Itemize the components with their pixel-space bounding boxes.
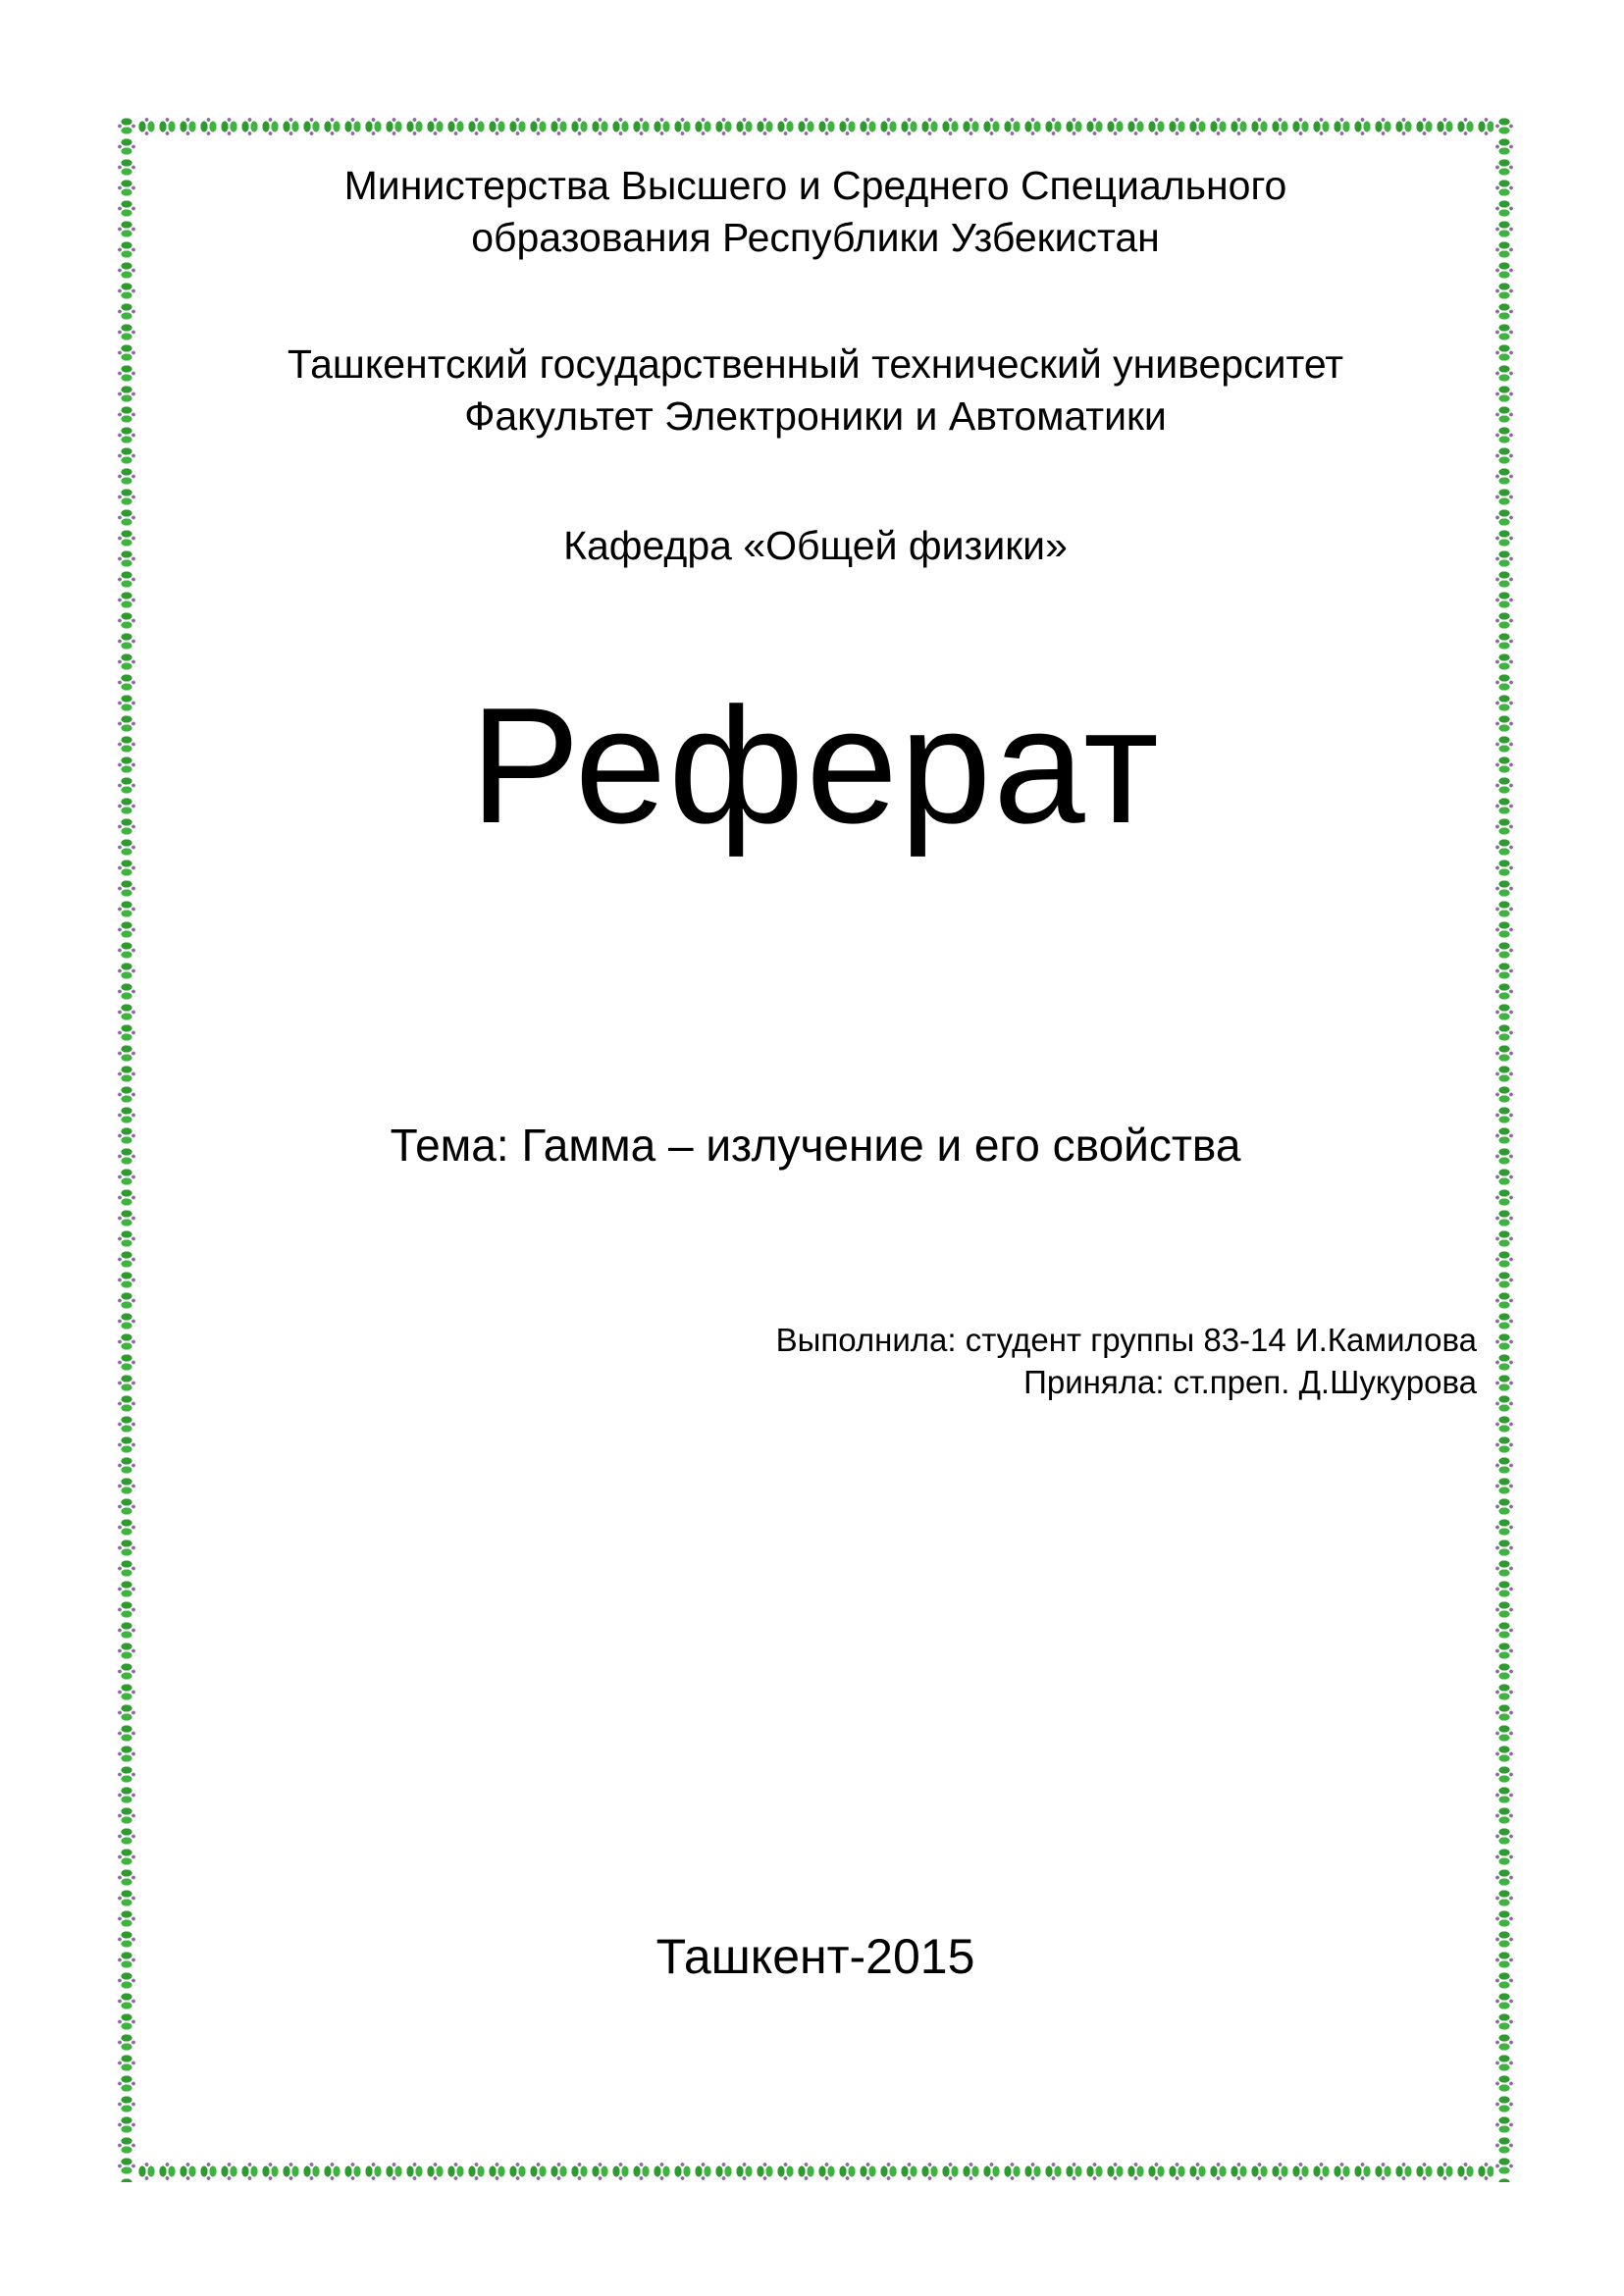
- city-year: Ташкент-2015: [655, 1929, 975, 1984]
- department-heading: [137, 520, 1493, 572]
- ministry-heading: [137, 160, 1493, 265]
- performed-by-line: Выполнила: студент группы 83-14 И.Камилова: [775, 1322, 1477, 1358]
- topic-line: Тема: Гамма – излучение и его свойства: [390, 1120, 1241, 1171]
- decorative-border-bottom: [116, 2161, 1515, 2182]
- document-title: Реферат: [470, 673, 1161, 858]
- department-line: Кафедра «Общей физики»: [563, 523, 1068, 568]
- faculty-line: Факультет Электроники и Автоматики: [464, 393, 1167, 440]
- accepted-by-line: Приняла: ст.преп. Д.Шукурова: [1023, 1363, 1477, 1400]
- decorative-border-top: [116, 116, 1515, 137]
- university-line-1: Ташкентский государственный технический университет: [287, 341, 1344, 387]
- decorative-border-right: [1493, 116, 1515, 2182]
- signature-block: [776, 1320, 1477, 1404]
- decorative-border-left: [116, 116, 137, 2182]
- university-heading: [137, 339, 1493, 444]
- ministry-line-2: образования Республики Узбекистан: [471, 215, 1160, 261]
- ministry-line-1: Министерства Высшего и Среднего Специального: [343, 163, 1287, 208]
